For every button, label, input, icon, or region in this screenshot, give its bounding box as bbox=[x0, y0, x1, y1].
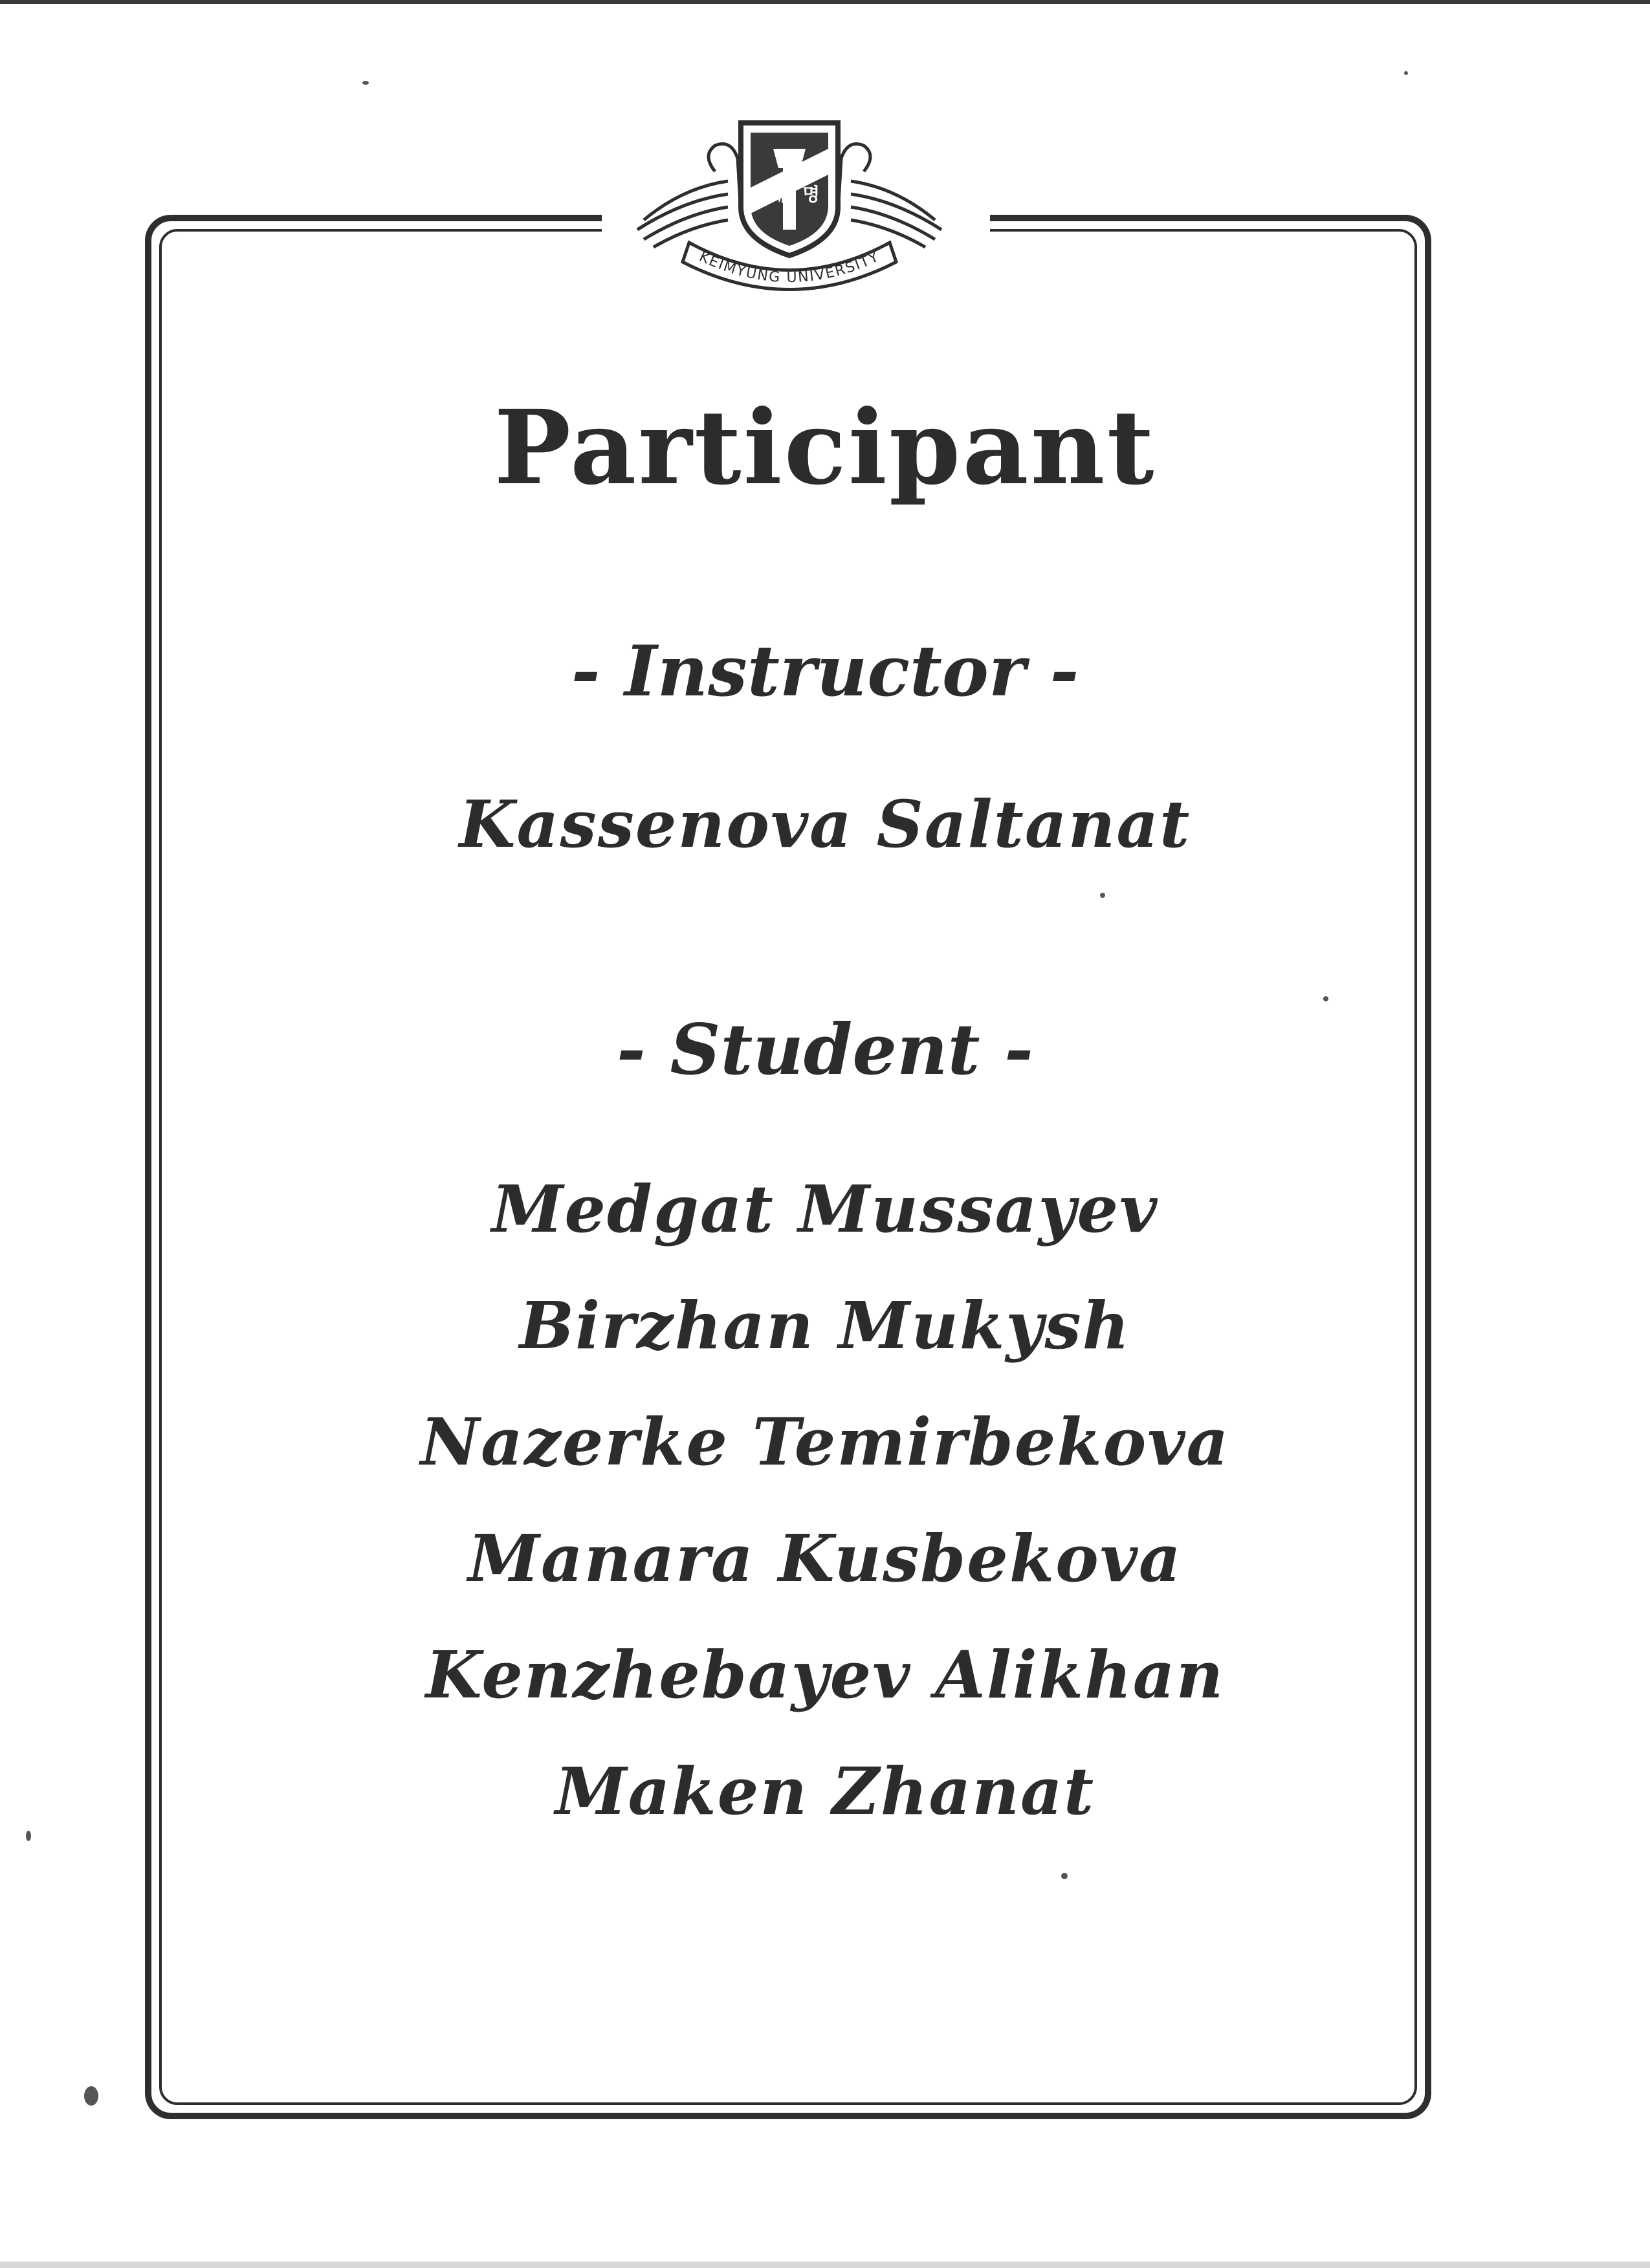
scan-speck bbox=[26, 1831, 31, 1841]
scan-speck bbox=[1100, 893, 1105, 898]
student-name: Manara Kusbekova bbox=[468, 1520, 1182, 1597]
scan-speck bbox=[1404, 71, 1408, 75]
page-title: Participant bbox=[494, 388, 1156, 508]
scan-speck bbox=[1061, 1873, 1068, 1879]
scan-speck bbox=[362, 81, 369, 85]
scan-speck bbox=[84, 2086, 98, 2106]
student-name: Birzhan Mukysh bbox=[519, 1287, 1131, 1364]
student-name: Medgat Mussayev bbox=[491, 1171, 1159, 1247]
student-name: Maken Zhanat bbox=[555, 1753, 1095, 1829]
emblem-korean-right: 명 bbox=[802, 184, 820, 205]
right-wing-icon bbox=[838, 144, 941, 248]
left-wing-icon bbox=[637, 144, 741, 248]
instructor-name: Kassenova Saltanat bbox=[459, 786, 1191, 862]
scan-top-edge bbox=[0, 0, 1650, 4]
student-name: Nazerke Temirbekova bbox=[420, 1404, 1230, 1480]
student-name: Kenzhebayev Alikhan bbox=[425, 1637, 1225, 1713]
university-emblem bbox=[618, 110, 961, 298]
instructor-heading: - Instructor - bbox=[571, 631, 1079, 712]
scan-bottom-edge bbox=[0, 2262, 1650, 2268]
scan-speck bbox=[1323, 996, 1328, 1001]
emblem-label: KEIMYUNG UNIVERSITY bbox=[696, 248, 883, 287]
emblem-korean-left: 계 bbox=[768, 184, 786, 205]
student-heading: - Student - bbox=[617, 1009, 1033, 1091]
